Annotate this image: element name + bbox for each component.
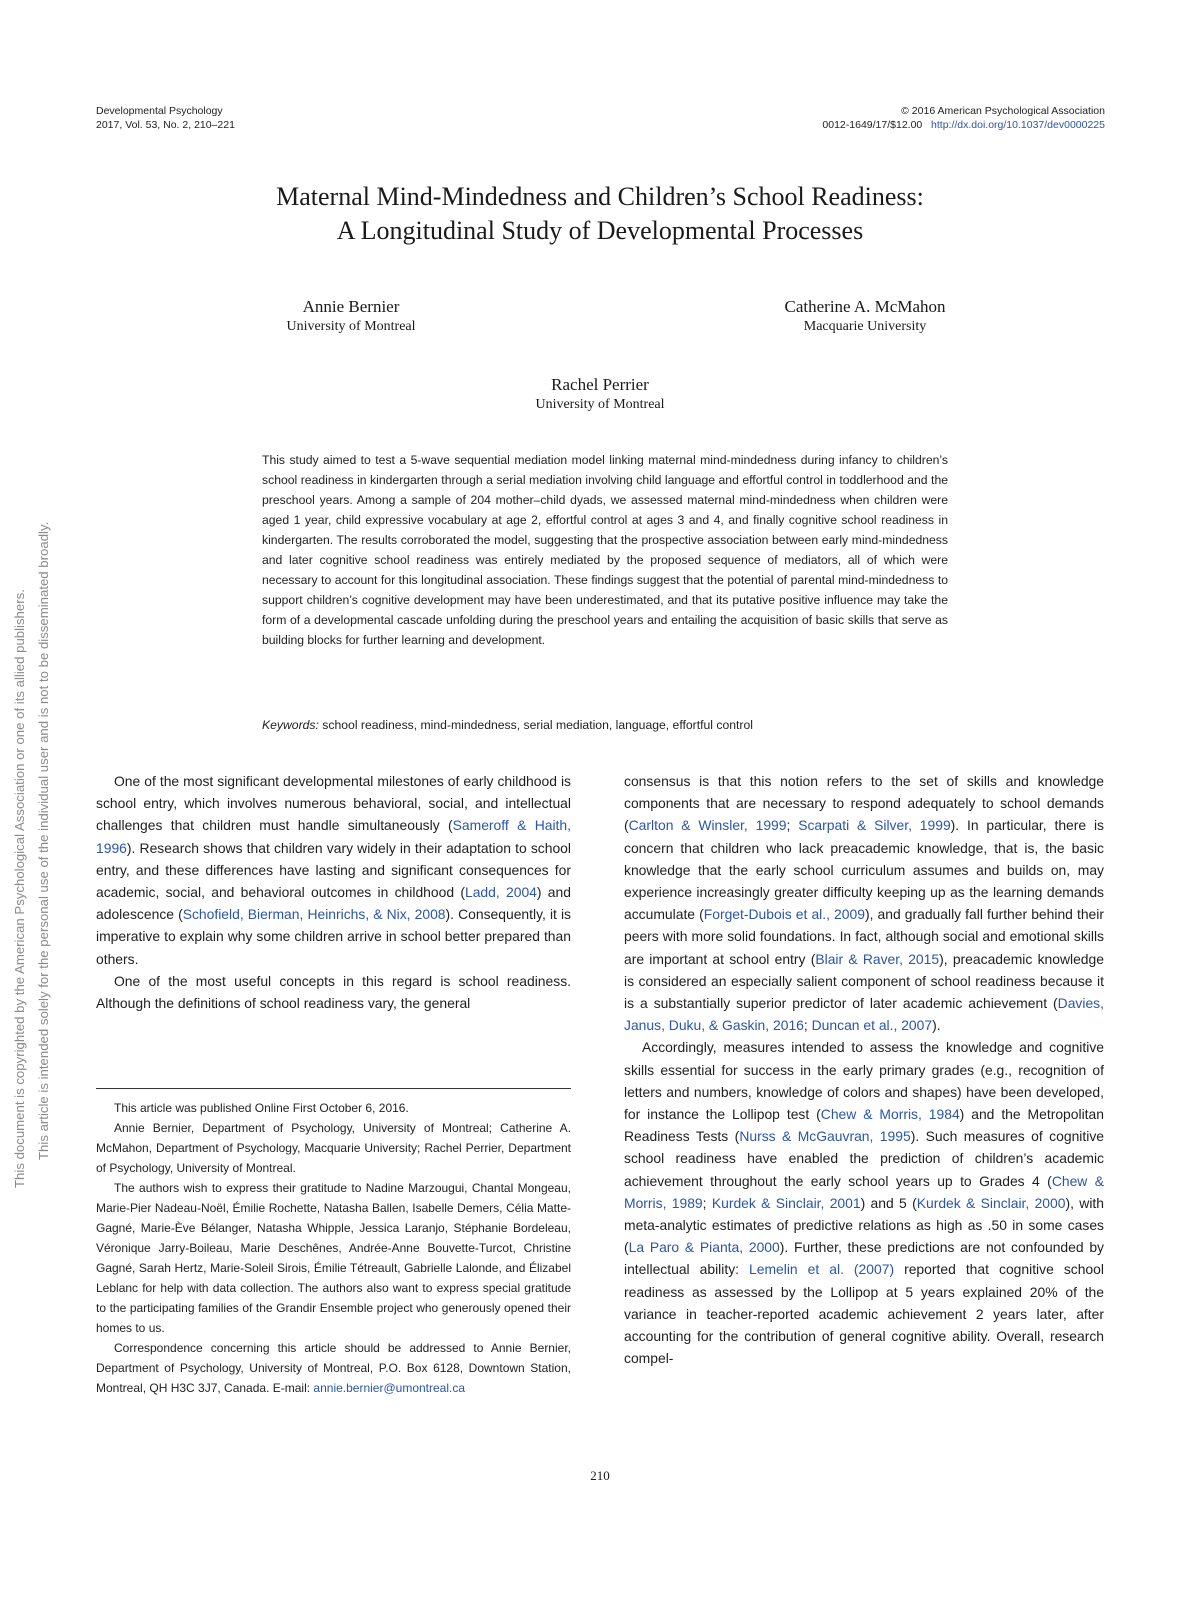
article-title bbox=[0, 180, 1200, 248]
doi-link[interactable]: http://dx.doi.org/10.1037/dev0000225 bbox=[931, 119, 1105, 131]
author-block-2 bbox=[740, 296, 990, 336]
footnote: Annie Bernier, Department of Psychology, University of Montreal; Catherine A. McMahon, Department of Psychology, Macquarie University; Rachel Perrier, Department of Psychology, University of Montreal. bbox=[96, 1121, 571, 1175]
footnote: Correspondence concerning this article should be addressed to Annie Bernier, Department of Psychology, University of Montreal, P.O. Box 6128, Downtown Station, Montreal, QH H3C 3J7, Canada. E-mail: annie.bernier@umontreal.ca bbox=[96, 1341, 571, 1395]
title-line-2: A Longitudinal Study of Developmental Processes bbox=[336, 216, 864, 245]
running-header-right bbox=[822, 104, 1105, 132]
citation-link[interactable]: Chew & Morris, 1984 bbox=[820, 1106, 960, 1123]
citation-link[interactable]: Kurdek & Sinclair, 2001 bbox=[711, 1194, 861, 1211]
citation-link[interactable]: Duncan et al., 2007 bbox=[811, 1017, 933, 1034]
citation-link[interactable]: Kurdek & Sinclair, 2000 bbox=[916, 1194, 1066, 1211]
author-block-1 bbox=[236, 296, 466, 336]
author-name: Annie Bernier bbox=[302, 297, 400, 316]
author-notes bbox=[96, 1098, 571, 1398]
citation-link[interactable]: Sameroff & Haith, 1996 bbox=[96, 817, 571, 856]
body-column-right bbox=[624, 770, 1104, 1369]
paragraph: One of the most significant developmental milestones of early childhood is school entry, which involves numerous behavioral, social, and intellectual challenges that children must handle simultaneously (Sameroff & Haith, 1996). Research shows that children vary widely in their adaptation to school entry, and these differences have lasting and significant consequences for academic, social, and behavioral outcomes in childhood (Ladd, 2004) and adolescence (Schofield, Bierman, Heinrichs, & Nix, 2008). Consequently, it is imperative to explain why some children arrive in school better prepared than others. bbox=[96, 773, 571, 967]
abstract: This study aimed to test a 5-wave sequential mediation model linking maternal mind-mindedness during infancy to children’s school readiness in kindergarten through a serial mediation involving child language and effortful control in toddlerhood and the preschool years. Among a sample of 204 mother–child dyads, we assessed maternal mind-mindedness when children were aged 1 year, child expressive vocabulary at age 2, effortful control at ages 3 and 4, and finally cognitive school readiness in kindergarten. The results corroborated the model, suggesting that the prospective association between early mind-mindedness and later cognitive school readiness was entirely mediated by the proposed sequence of mediators, all of which were necessary to account for this longitudinal association. These findings suggest that the potential of parental mind-mindedness to support children’s cognitive development may have been underestimated, and that its putative positive influence may take the form of a developmental cascade unfolding during the preschool years and entailing the acquisition of basic skills that serve as building blocks for further learning and development. bbox=[262, 453, 948, 647]
copyright-notice-sidebar: This document is copyrighted by the American Psychological Association or one of its allied publishers. bbox=[12, 589, 27, 1188]
usage-notice-sidebar: This article is intended solely for the personal use of the individual user and is not to be disseminated broadly. bbox=[36, 521, 51, 1160]
journal-name: Developmental Psychology bbox=[96, 105, 223, 117]
paragraph: Accordingly, measures intended to assess the knowledge and cognitive skills essential for success in the early primary grades (e.g., recognition of letters and numbers, knowledge of colors and shapes) have been developed, for instance the Lollipop test (Chew & Morris, 1984) and the Metropolitan Readiness Tests (Nurss & McGauvran, 1995). Such measures of cognitive school readiness have enabled the prediction of children’s academic achievement throughout the early school years up to Grades 4 (Chew & Morris, 1989; Kurdek & Sinclair, 2001) and 5 (Kurdek & Sinclair, 2000), with meta-analytic estimates of predictive relations as high as .50 in some cases (La Paro & Pianta, 2000). Further, these predictions are not confounded by intellectual ability: Lemelin et al. (2007) reported that cognitive school readiness as assessed by the Lollipop at 5 years explained 20% of the variance in teacher-reported academic achievement 2 years later, after accounting for the contribution of general cognitive ability. Overall, research compel- bbox=[624, 1039, 1105, 1367]
email-link[interactable]: annie.bernier@umontreal.ca bbox=[313, 1381, 466, 1395]
citation-link[interactable]: Schofield, Bierman, Heinrichs, & Nix, 2008 bbox=[182, 906, 446, 923]
issn: 0012-1649/17/$12.00 bbox=[822, 119, 923, 131]
footnote: This article was published Online First October 6, 2016. bbox=[114, 1101, 409, 1115]
author-name: Catherine A. McMahon bbox=[784, 297, 946, 316]
citation-link[interactable]: La Paro & Pianta, 2000 bbox=[628, 1239, 780, 1256]
citation-link[interactable]: Lemelin et al. (2007) bbox=[749, 1261, 895, 1278]
body-column-left bbox=[96, 770, 571, 1014]
title-line-1: Maternal Mind-Mindedness and Children’s School Readiness: bbox=[276, 182, 924, 211]
citation-link[interactable]: Davies, Janus, Duku, & Gaskin, 2016 bbox=[624, 995, 1104, 1034]
page-number: 210 bbox=[590, 1468, 610, 1483]
keywords bbox=[262, 716, 962, 734]
author-block-3 bbox=[475, 374, 725, 414]
paragraph: One of the most useful concepts in this regard is school readiness. Although the definitions of school readiness vary, the general bbox=[96, 972, 571, 1012]
author-affiliation: Macquarie University bbox=[803, 319, 927, 334]
citation-link[interactable]: Nurss & McGauvran, 1995 bbox=[739, 1128, 911, 1145]
author-affiliation: University of Montreal bbox=[286, 319, 416, 334]
keywords-label: Keywords: bbox=[262, 718, 319, 732]
citation-link[interactable]: Forget-Dubois et al., 2009 bbox=[703, 906, 865, 923]
author-affiliation: University of Montreal bbox=[535, 397, 665, 412]
running-header-left bbox=[96, 104, 235, 132]
copyright-line: © 2016 American Psychological Association bbox=[901, 105, 1105, 117]
citation-link[interactable]: Chew & Morris, 1989 bbox=[624, 1172, 1105, 1211]
citation-link[interactable]: Ladd, 2004 bbox=[464, 884, 537, 901]
keywords-text: school readiness, mind-mindedness, serial mediation, language, effortful control bbox=[322, 718, 753, 732]
citation-link[interactable]: Scarpati & Silver, 1999 bbox=[798, 817, 951, 834]
author-name: Rachel Perrier bbox=[551, 375, 649, 394]
paragraph: consensus is that this notion refers to the set of skills and knowledge components that are necessary to respond adequately to school demands (Carlton & Winsler, 1999; Scarpati & Silver, 1999). In particular, there is concern that children who lack preacademic knowledge, that is, the basic knowledge that the early school curriculum assumes and builds on, may experience increasingly greater difficulty keeping up as the learning demands accumulate (Forget-Dubois et al., 2009), and gradually fall further behind their peers with more solid foundations. In fact, although social and emotional skills are important at school entry (Blair & Raver, 2015), preacademic knowledge is considered an especially salient component of school readiness because it is a substantially superior predictor of later academic achievement (Davies, Janus, Duku, & Gaskin, 2016; Duncan et al., 2007). bbox=[624, 773, 1105, 1034]
citation-link[interactable]: Blair & Raver, 2015 bbox=[815, 950, 940, 967]
footnote: The authors wish to express their gratitude to Nadine Marzougui, Chantal Mongeau, Marie-Pier Nadeau-Noël, Émilie Rochette, Natasha Ballen, Isabelle Demers, Célia Matte-Gagné, Marie-Ève Bélanger, Natasha Whipple, Jessica Laranjo, Stéphanie Bordeleau, Véronique Jarry-Boileau, Marie Deschênes, Andrée-Anne Bouvette-Turcot, Christine Gagné, Sarah Hertz, Marie-Soleil Sirois, Émilie Tétreault, Gabrielle Lalonde, and Élizabel Leblanc for help with data collection. The authors also want to express special gratitude to the participating families of the Grandir Ensemble project who generously opened their homes to us. bbox=[96, 1181, 571, 1335]
issn-doi-line bbox=[822, 118, 1105, 132]
citation-link[interactable]: Carlton & Winsler, 1999 bbox=[628, 817, 787, 834]
footnote-divider bbox=[96, 1088, 571, 1089]
journal-volume: 2017, Vol. 53, No. 2, 210–221 bbox=[96, 119, 235, 131]
